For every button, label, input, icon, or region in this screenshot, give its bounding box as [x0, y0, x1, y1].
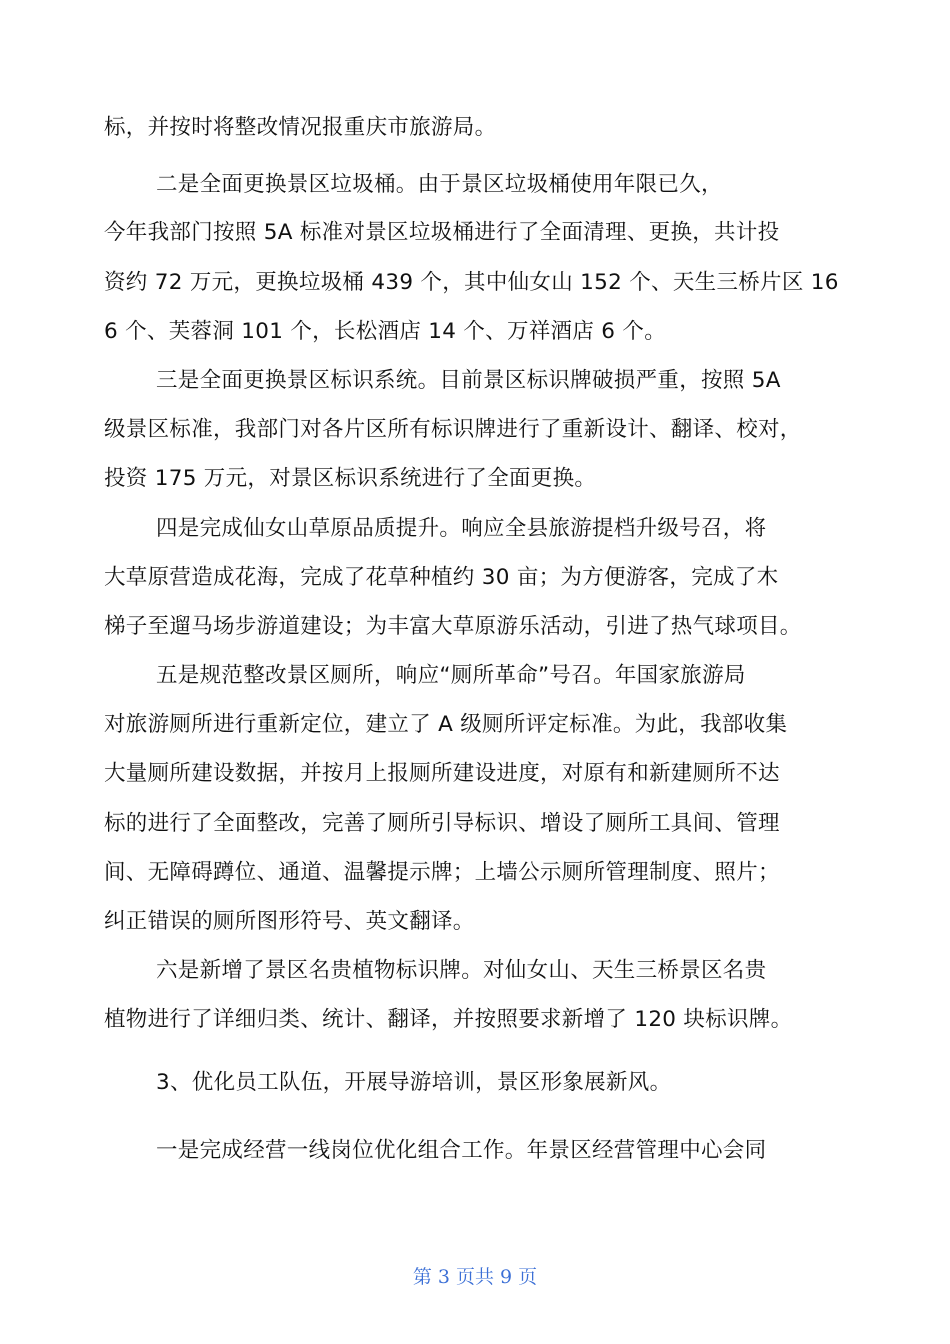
- page-number-footer: 第 3 页共 9 页: [412, 1266, 538, 1288]
- text-line-13: 对旅游厕所进行重新定位，建立了 A 级厕所评定标准。为此，我部收集: [104, 712, 788, 737]
- text-line-6: 三是全面更换景区标识系统。目前景区标识牌破损严重，按照 5A: [156, 368, 781, 393]
- text-line-1: 标，并按时将整改情况报重庆市旅游局。: [104, 115, 497, 140]
- text-line-10: 大草原营造成花海，完成了花草种植约 30 亩；为方便游客，完成了木: [104, 565, 779, 590]
- text-line-15: 标的进行了全面整改，完善了厕所引导标识、增设了厕所工具间、管理: [104, 811, 780, 836]
- text-line-19: 植物进行了详细归类、统计、翻译，并按照要求新增了 120 块标识牌。: [104, 1007, 793, 1032]
- text-line-4: 资约 72 万元，更换垃圾桶 439 个，其中仙女山 152 个、天生三桥片区 16: [104, 270, 839, 295]
- text-line-8: 投资 175 万元，对景区标识系统进行了全面更换。: [104, 466, 597, 491]
- section-heading: 3、优化员工队伍，开展导游培训，景区形象展新风。: [156, 1070, 672, 1095]
- text-line-7: 级景区标准，我部门对各片区所有标识牌进行了重新设计、翻译、校对，: [104, 417, 802, 442]
- text-line-9: 四是完成仙女山草原品质提升。响应全县旅游提档升级号召，将: [156, 516, 767, 541]
- text-line-14: 大量厕所建设数据，并按月上报厕所建设进度，对原有和新建厕所不达: [104, 761, 780, 786]
- text-line-2: 二是全面更换景区垃圾桶。由于景区垃圾桶使用年限已久，: [156, 172, 723, 197]
- text-line-16: 间、无障碍蹲位、通道、温馨提示牌；上墙公示厕所管理制度、照片；: [104, 860, 780, 885]
- text-line-21: 一是完成经营一线岗位优化组合工作。年景区经营管理中心会同: [156, 1138, 767, 1163]
- text-line-3: 今年我部门按照 5A 标准对景区垃圾桶进行了全面清理、更换，共计投: [104, 220, 780, 245]
- text-line-17: 纠正错误的厕所图形符号、英文翻译。: [104, 909, 475, 934]
- text-line-18: 六是新增了景区名贵植物标识牌。对仙女山、天生三桥景区名贵: [156, 958, 767, 983]
- text-line-12: 五是规范整改景区厕所，响应“厕所革命”号召。年国家旅游局: [156, 663, 746, 688]
- text-line-11: 梯子至遛马场步游道建设；为丰富大草原游乐活动，引进了热气球项目。: [104, 614, 802, 639]
- text-line-5: 6 个、芙蓉洞 101 个，长松酒店 14 个、万祥酒店 6 个。: [104, 319, 666, 344]
